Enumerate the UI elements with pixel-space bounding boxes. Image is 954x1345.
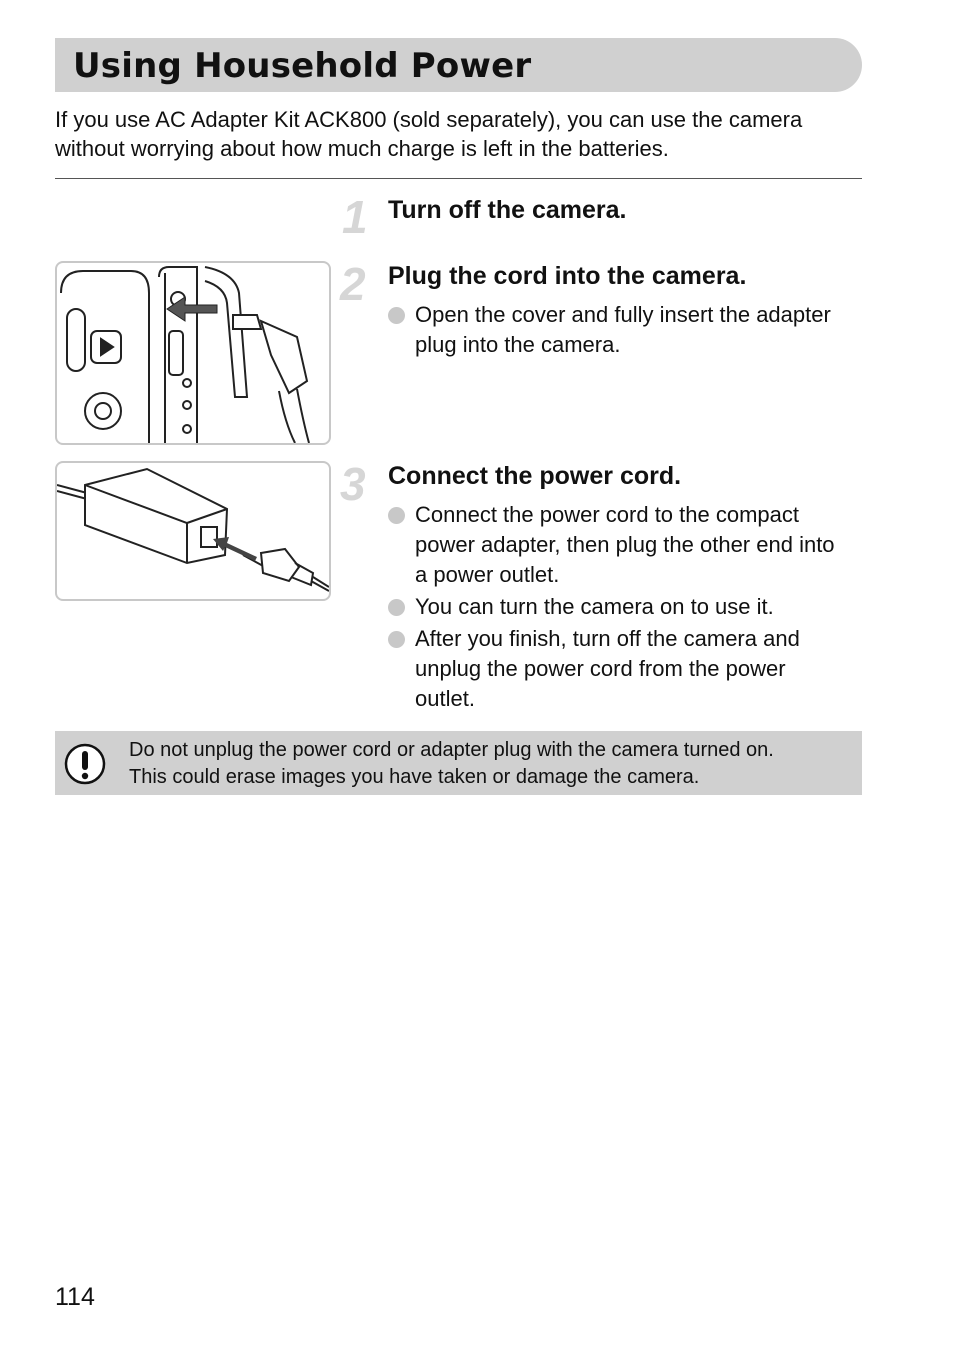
caution-line-1: Do not unplug the power cord or adapter plug with the camera turned on.	[129, 739, 774, 761]
bullet-icon	[388, 307, 405, 324]
step-3-bullets	[388, 500, 848, 716]
step-2-number: 2	[340, 258, 366, 310]
bullet-icon	[388, 631, 405, 648]
section-divider	[55, 178, 862, 179]
bullet-icon	[388, 507, 405, 524]
exclamation-circle-icon	[63, 742, 107, 786]
step-2-title: Plug the cord into the camera.	[388, 262, 747, 290]
power-adapter-drawing	[57, 463, 329, 599]
camera-plug-illustration	[55, 261, 331, 445]
intro-paragraph: If you use AC Adapter Kit ACK800 (sold separately), you can use the camera without worrying about how much charge is left in the batteries.	[55, 107, 803, 161]
list-item: Open the cover and fully insert the adapter plug into the camera.	[388, 300, 848, 360]
list-item: You can turn the camera on to use it.	[388, 592, 848, 622]
camera-plug-drawing	[57, 263, 329, 443]
power-adapter-illustration	[55, 461, 331, 601]
caution-box	[55, 731, 862, 795]
step-3-title: Connect the power cord.	[388, 462, 682, 490]
bullet-icon	[388, 599, 405, 616]
step-1-number: 1	[342, 191, 368, 243]
list-item: Connect the power cord to the compact power adapter, then plug the other end into a power outlet.	[388, 500, 848, 590]
step-1-title: Turn off the camera.	[388, 196, 627, 224]
caution-text	[129, 737, 859, 791]
step-2-bullets	[388, 300, 848, 362]
list-item: After you finish, turn off the camera and unplug the power cord from the power outlet.	[388, 624, 848, 714]
page-title-bar	[55, 38, 862, 92]
caution-line-2: This could erase images you have taken or damage the camera.	[129, 766, 700, 788]
page-title: Using Household Power	[73, 46, 532, 86]
page-number: 114	[55, 1283, 95, 1311]
step-3-number: 3	[340, 458, 366, 510]
